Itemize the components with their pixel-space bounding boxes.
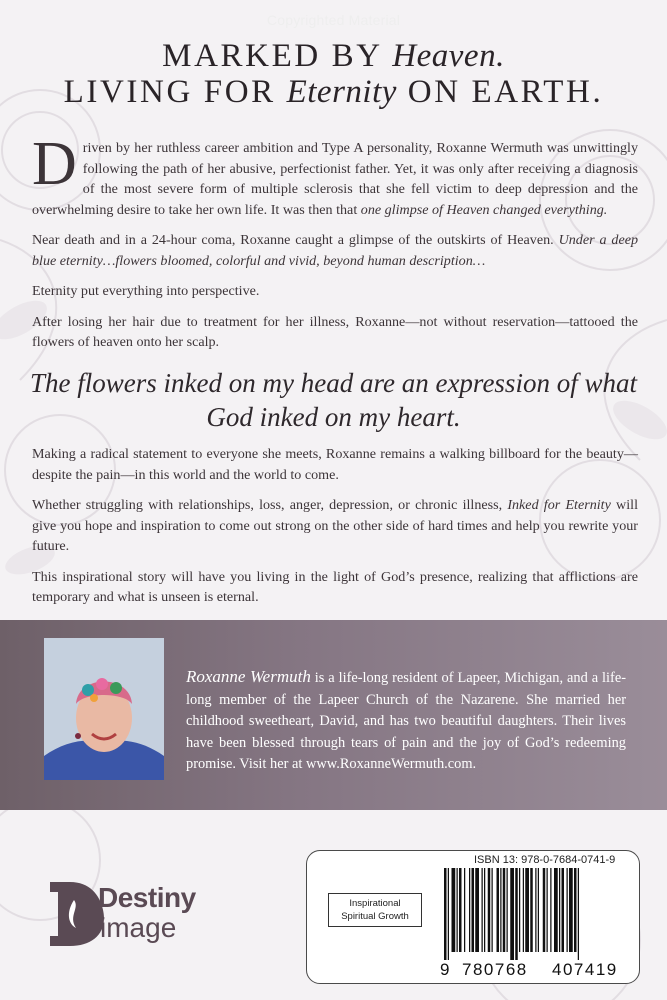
barcode-bar [484, 868, 485, 952]
pull-quote-line-2: God inked on my heart. [206, 402, 461, 432]
headline-line-1-script: Heaven. [392, 38, 505, 74]
barcode-digits-right: 407419 [552, 960, 618, 979]
barcode-bar [500, 868, 501, 952]
barcode-bar [497, 868, 500, 952]
barcode-bar [574, 868, 577, 952]
barcode-bar [475, 868, 479, 952]
category-line-2: Spiritual Growth [341, 911, 409, 922]
barcode-bar [515, 868, 518, 960]
description-text-bottom [32, 444, 638, 618]
paragraph-5: Making a radical statement to everyone she meets, Roxanne remains a walking billboard for the beauty—despite the pain—in this world and the world to come. [32, 446, 638, 483]
author-bio [186, 666, 626, 776]
barcode-bar [469, 868, 470, 952]
barcode-bar [482, 868, 483, 952]
paragraph-1-italic: one glimpse of Heaven changed everything. [360, 201, 608, 218]
barcode-bar [444, 868, 447, 960]
category-label [328, 893, 422, 927]
copyright-label: Copyrighted Material [266, 12, 401, 28]
barcode [436, 868, 632, 960]
barcode-bar [567, 868, 568, 952]
barcode-bar [525, 868, 529, 952]
barcode-bar [578, 868, 579, 960]
paragraph-4: After losing her hair due to treatment for her illness, Roxanne—not without reservation—tattooed the flowers of heaven onto her scalp. [32, 313, 638, 350]
barcode-bar [535, 868, 536, 952]
headline-line-2 [0, 74, 667, 110]
barcode-bar [492, 868, 493, 952]
barcode-bar [464, 868, 465, 952]
barcode-bar [530, 868, 533, 952]
paragraph-6-text-b: will give you hope and inspiration to come out strong on the other side of hard times and help you rewrite your future. [32, 497, 638, 554]
barcode-bar [488, 868, 491, 952]
paragraph-2 [32, 230, 638, 271]
headline-line-1 [0, 38, 667, 74]
paragraph-2-text: Near death and in a 24-hour coma, Roxanne caught a glimpse of the outskirts of Heaven. [32, 232, 559, 248]
publisher-name-word-1: Destiny [98, 882, 196, 913]
paragraph-1-text: riven by her ruthless career ambition and Type A personality, Roxanne Wermuth was unwittingly following the path of her abusive, perfectionist father. Yet, it was only after receiving a diagnosis of the most severe form of multiple sclerosis that she fell victim to deep depression and the overwhelming desire to take her own life. It was then that [32, 140, 638, 218]
barcode-bar [503, 868, 506, 952]
author-photo [44, 638, 164, 780]
barcode-bar [569, 868, 573, 952]
barcode-bar [459, 868, 462, 952]
paragraph-6 [32, 495, 638, 557]
paragraph-2-italic: Under a deep blue eternity…flowers bloomed, colorful and vivid, beyond human description… [32, 232, 639, 269]
barcode-bar [538, 868, 539, 952]
paragraph-3: Eternity put everything into perspective. [32, 283, 260, 299]
paragraph-7: This inspirational story will have you living in the light of God’s presence, realizing that afflictions are temporary and what is unseen is eternal. [32, 568, 638, 605]
barcode-bar [457, 868, 458, 952]
barcode-bar [510, 868, 514, 960]
headline-line-2-suffix: ON EARTH. [407, 74, 604, 110]
publisher-name-word-2: image [100, 912, 177, 943]
paragraph-6-italic: Inked for Eternity [507, 497, 611, 513]
isbn-label: ISBN 13: 978-0-7684-0741-9 [474, 854, 616, 866]
paragraph-1 [32, 130, 638, 220]
barcode-digits-left: 780768 [462, 960, 528, 979]
barcode-bar [562, 868, 565, 952]
headline-line-2-prefix: LIVING FOR [63, 74, 276, 110]
barcode-bar [452, 868, 456, 952]
barcode-bar [523, 868, 524, 952]
barcode-bar [448, 868, 449, 960]
barcode-digit-first: 9 [440, 960, 450, 979]
barcode-bar [543, 868, 546, 952]
category-line-1: Inspirational [349, 898, 401, 909]
barcode-bar [472, 868, 475, 952]
barcode-bar [547, 868, 548, 952]
author-bio-text: is a life-long resident of Lapeer, Michigan, and a life-long member of the Lapeer Church of the Nazarene. She married her childhood sweetheart, David, and has two beautiful daughters. Their lives have been blessed through tears of pain and the joy of God’s redeeming promise. Visit her at www.RoxanneWermuth.com. [186, 670, 626, 772]
barcode-bar [554, 868, 558, 952]
pull-quote [0, 366, 667, 434]
pull-quote-line-1: The flowers inked on my head are an expression of what [30, 368, 637, 398]
author-name: Roxanne Wermuth [186, 667, 311, 686]
paragraph-6-text-a: Whether struggling with relationships, loss, anger, depression, or chronic illness, [32, 497, 508, 513]
barcode-bar [559, 868, 560, 952]
author-portrait-illustration [44, 638, 164, 780]
barcode-bar [519, 868, 520, 952]
headline-line-1-prefix: MARKED BY [162, 38, 382, 74]
description-text-top [32, 130, 639, 363]
headline [0, 38, 667, 110]
barcode-bar [507, 868, 508, 952]
headline-line-2-script: Eternity [286, 74, 397, 110]
drop-cap: D [32, 130, 77, 198]
barcode-bar [550, 868, 551, 952]
